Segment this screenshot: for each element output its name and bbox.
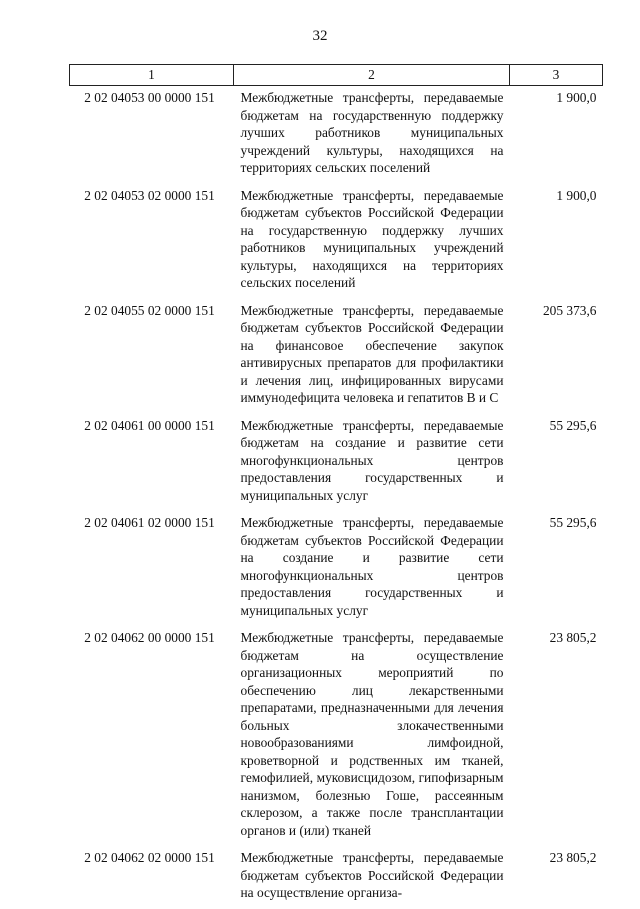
- table-row: [70, 511, 603, 626]
- revenue-name: Межбюджетные трансферты, передаваемые бюджетам субъектов Российской Федерации на осуществление организа-: [240, 850, 504, 900]
- revenue-name: Межбюджетные трансферты, передаваемые бюджетам субъектов Российской Федерации на создание и развитие сети многофункциональных центров предоставления государственных и муниципальных услуг: [240, 515, 504, 618]
- revenue-name: Межбюджетные трансферты, передаваемые бюджетам субъектов Российской Федерации на государственную поддержку лучших работников муниципальных учреждений культуры, находящихся на территориях сельских поселений: [240, 187, 504, 290]
- revenue-name: Межбюджетные трансферты, передаваемые бюджетам на государственную поддержку лучших работников муниципальных учреждений культуры, находящихся на территориях сельских поселений: [240, 90, 504, 175]
- table-header: [70, 65, 603, 86]
- amount-value: 23 805,2: [549, 850, 597, 865]
- revenue-name: Межбюджетные трансферты, передаваемые бюджетам субъектов Российской Федерации на финансовое обеспечение закупок антивирусных препаратов для профилактики и лечения лиц, инфицированных вирусами иммунодефицита человека и гепатитов В и С: [240, 302, 504, 405]
- column-header-name: 2: [234, 65, 510, 86]
- table-row: [70, 86, 603, 184]
- classification-code: 2 02 04053 00 0000 151: [84, 90, 215, 105]
- classification-code: 2 02 04062 02 0000 151: [84, 850, 215, 865]
- column-header-amount: 3: [510, 65, 603, 86]
- classification-code: 2 02 04053 02 0000 151: [84, 187, 215, 203]
- table-body: [70, 86, 603, 909]
- budget-table: [69, 64, 603, 909]
- header-row: [70, 65, 603, 86]
- classification-code: 2 02 04061 02 0000 151: [84, 515, 215, 530]
- column-header-code: 1: [70, 65, 234, 86]
- amount-value: 55 295,6: [549, 515, 597, 530]
- amount-value: 55 295,6: [549, 417, 597, 433]
- classification-code: 2 02 04061 00 0000 151: [84, 417, 215, 433]
- page-number: 32: [312, 28, 328, 44]
- amount-value: 1 900,0: [556, 90, 597, 105]
- amount-value: 1 900,0: [556, 187, 597, 203]
- amount-value: 205 373,6: [542, 302, 597, 318]
- classification-code: 2 02 04055 02 0000 151: [84, 302, 215, 318]
- revenue-name: Межбюджетные трансферты, передаваемые бюджетам на осуществление организационных мероприятий по обеспечению лиц лекарственными препаратами, предназначенными для лечения больных злокачественными новообразованиями лимфоидной, кроветворной и родственных им тканей, гемофилией, муковисцидозом, гипофизарным нанизмом, болезнью Гоше, рассеянным склерозом, а также после трансплантации органов и (или) тканей: [240, 630, 504, 838]
- revenue-name: Межбюджетные трансферты, передаваемые бюджетам на создание и развитие сети многофункциональных центров предоставления государственных и муниципальных услуг: [240, 417, 504, 503]
- table-row: [70, 184, 603, 299]
- classification-code: 2 02 04062 00 0000 151: [84, 630, 215, 645]
- amount-value: 23 805,2: [549, 630, 597, 645]
- table-row: [70, 846, 603, 909]
- table-row: [70, 299, 603, 414]
- table-row: [70, 414, 603, 512]
- table-row: [70, 626, 603, 846]
